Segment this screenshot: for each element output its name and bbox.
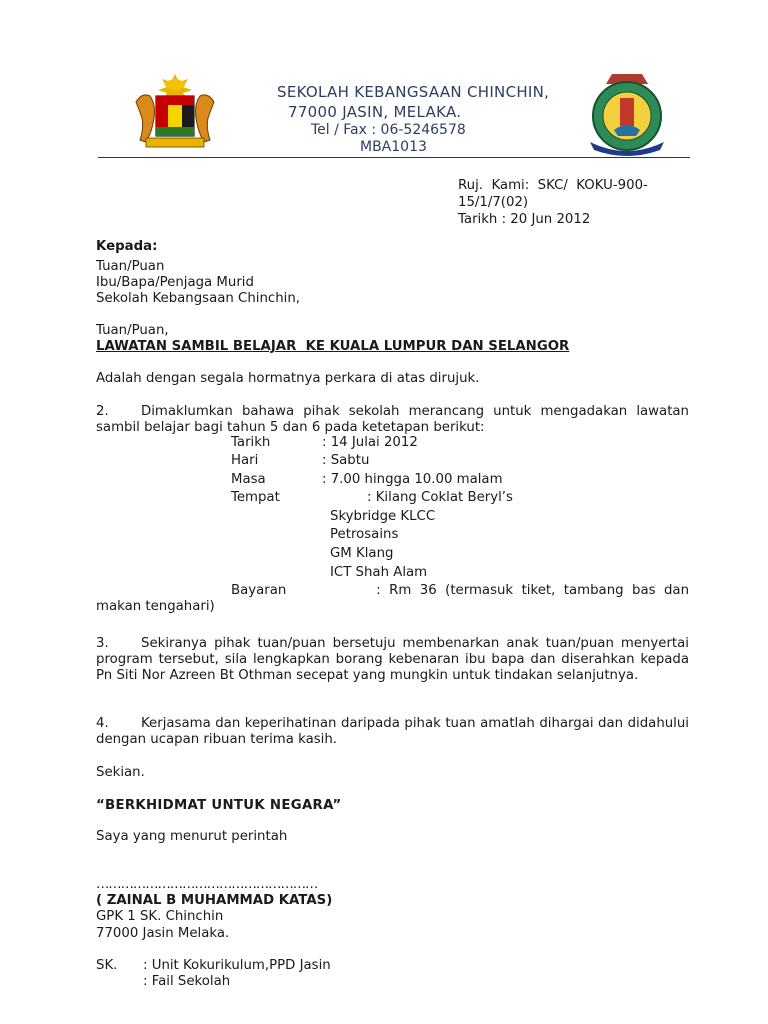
paragraph-number: 2. — [96, 404, 109, 419]
paragraph-4 — [96, 716, 689, 748]
reference-line-1: Ruj. Kami: SKC/ KOKU-900- — [458, 178, 648, 193]
detail-tarikh-value: : 14 Julai 2012 — [322, 435, 418, 450]
paragraph-text: Sekiranya pihak tuan/puan bersetuju membenarkan anak tuan/puan menyertai program tersebut, sila lengkapkan borang kebenaran ibu bapa dan diserahkan kepada Pn Siti Nor Azreen Bt Othman secepat yang mungkin untuk tindakan selanjutnya. — [96, 636, 689, 683]
detail-masa-value: : 7.00 hingga 10.00 malam — [322, 472, 503, 487]
signature-line: ……………………………………………… — [96, 877, 318, 892]
recipient-line: Sekolah Kebangsaan Chinchin, — [96, 291, 300, 306]
detail-bayaran-value: : Rm 36 (termasuk tiket, tambang bas dan — [376, 583, 689, 598]
paragraph-number: 4. — [96, 716, 109, 731]
recipient-heading: Kepada: — [96, 239, 158, 254]
cc-label: SK. — [96, 958, 118, 973]
signatory-title: GPK 1 SK. Chinchin — [96, 909, 224, 924]
school-code: MBA1013 — [360, 139, 427, 155]
signatory-address: 77000 Jasin Melaka. — [96, 926, 230, 941]
detail-hari-value: : Sabtu — [322, 453, 370, 468]
recipient-line: Ibu/Bapa/Penjaga Murid — [96, 275, 254, 290]
paragraph-1: Adalah dengan segala hormatnya perkara di atas dirujuk. — [96, 371, 480, 386]
school-name: SEKOLAH KEBANGSAAN CHINCHIN, — [277, 83, 550, 101]
closing: Sekian. — [96, 765, 145, 780]
header-divider — [98, 157, 690, 158]
reference-date: Tarikh : 20 Jun 2012 — [458, 212, 591, 227]
detail-tempat-value: : Kilang Coklat Beryl’s — [367, 490, 513, 505]
reference-number — [458, 177, 690, 228]
detail-hari-label: Hari — [231, 453, 259, 468]
paragraph-text: Dimaklumkan bahawa pihak sekolah merancang untuk mengadakan lawatan sambil belajar bagi tahun 5 dan 6 pada ketetapan berikut: — [96, 404, 689, 435]
cc-item: : Unit Kokurikulum,PPD Jasin — [143, 958, 331, 973]
recipient-line: Tuan/Puan — [96, 259, 165, 274]
detail-place: GM Klang — [330, 546, 394, 561]
salutation: Tuan/Puan, — [96, 323, 169, 338]
signatory-name: ( ZAINAL B MUHAMMAD KATAS) — [96, 893, 333, 908]
paragraph-text: Kerjasama dan keperihatinan daripada pihak tuan amatlah dihargai dan didahului dengan ucapan ribuan terima kasih. — [96, 716, 689, 747]
school-phone: Tel / Fax : 06-5246578 — [311, 122, 466, 138]
school-badge-logo — [584, 70, 670, 156]
signoff: Saya yang menurut perintah — [96, 829, 288, 844]
detail-bayaran-label: Bayaran — [231, 583, 287, 598]
detail-masa-label: Masa — [231, 472, 266, 487]
detail-tarikh-label: Tarikh — [231, 435, 271, 450]
detail-place: Petrosains — [330, 527, 399, 542]
cc-item: : Fail Sekolah — [143, 974, 231, 989]
school-address: 77000 JASIN, MELAKA. — [288, 103, 462, 121]
paragraph-3 — [96, 636, 689, 684]
paragraph-2 — [96, 404, 689, 436]
detail-bayaran-continuation: makan tengahari) — [96, 599, 215, 614]
detail-place: Skybridge KLCC — [330, 509, 436, 524]
coat-of-arms-logo — [128, 72, 222, 152]
motto: “BERKHIDMAT UNTUK NEGARA” — [96, 798, 342, 813]
letter-subject: LAWATAN SAMBIL BELAJAR KE KUALA LUMPUR DAN SELANGOR — [96, 339, 570, 354]
detail-tempat-label: Tempat — [231, 490, 280, 505]
paragraph-number: 3. — [96, 636, 109, 651]
detail-place: ICT Shah Alam — [330, 565, 428, 580]
reference-line-2: 15/1/7(02) — [458, 195, 529, 210]
